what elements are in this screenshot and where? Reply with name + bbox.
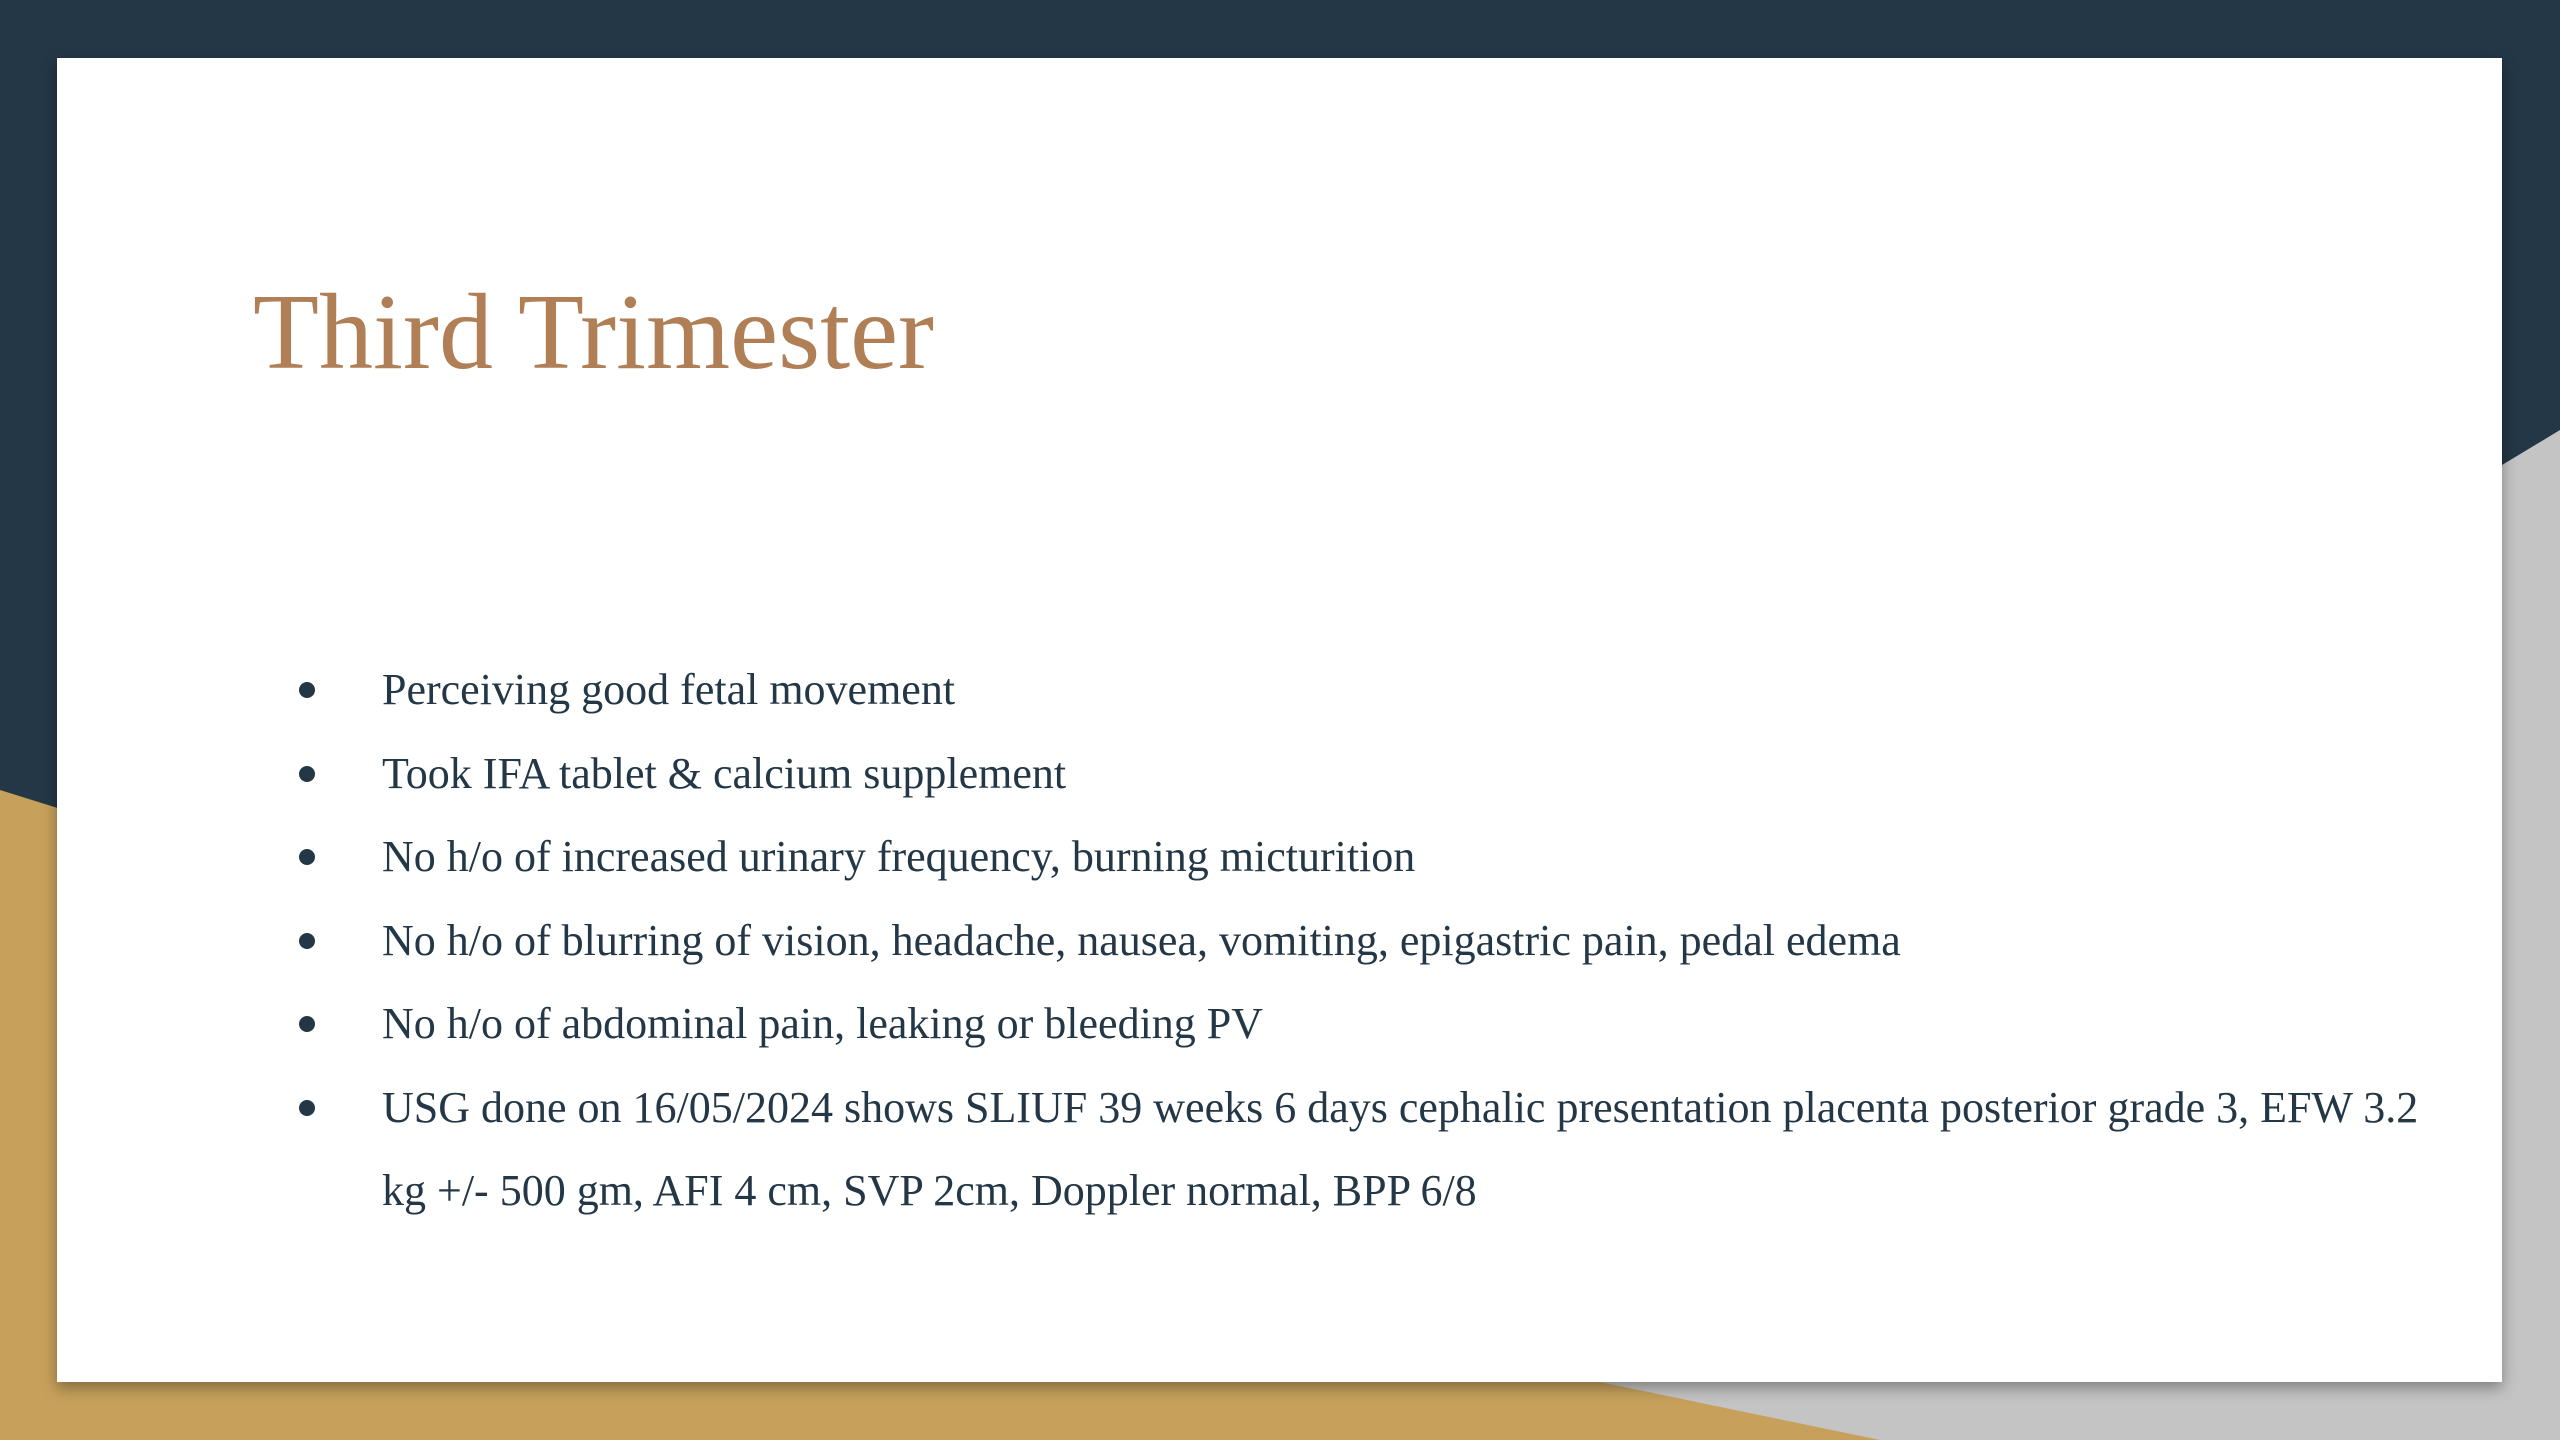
- bullet-dot-icon: [299, 1100, 315, 1116]
- bullet-dot-icon: [299, 1016, 315, 1032]
- list-item: [57, 982, 2502, 1066]
- bullet-dot-icon: [299, 766, 315, 782]
- list-item: [57, 732, 2502, 816]
- list-item: [57, 1066, 2502, 1233]
- list-item: [57, 648, 2502, 732]
- bullet-dot-icon: [299, 682, 315, 698]
- bullet-text: No h/o of increased urinary frequency, burning micturition: [382, 832, 1416, 881]
- bullet-text: No h/o of abdominal pain, leaking or bleeding PV: [382, 999, 1264, 1048]
- bullet-text: Perceiving good fetal movement: [382, 665, 956, 714]
- bullet-dot-icon: [299, 849, 315, 865]
- bullet-list: [57, 648, 2502, 1233]
- bullet-text: Took IFA tablet & calcium supplement: [382, 748, 1067, 798]
- bullet-text: USG done on 16/05/2024 shows SLIUF 39 weeks 6 days cephalic presentation placenta posterior grade 3, EFW 3.2 kg +/- 500 gm, AFI 4 cm, SVP 2cm, Doppler normal, BPP 6/8: [382, 1082, 2419, 1215]
- slide-card: [57, 58, 2502, 1382]
- list-item: [57, 899, 2502, 983]
- slide-title: Third Trimester: [253, 273, 935, 392]
- list-item: [57, 815, 2502, 899]
- bullet-dot-icon: [299, 933, 315, 949]
- bullet-text: No h/o of blurring of vision, headache, nausea, vomiting, epigastric pain, pedal edema: [382, 915, 1901, 965]
